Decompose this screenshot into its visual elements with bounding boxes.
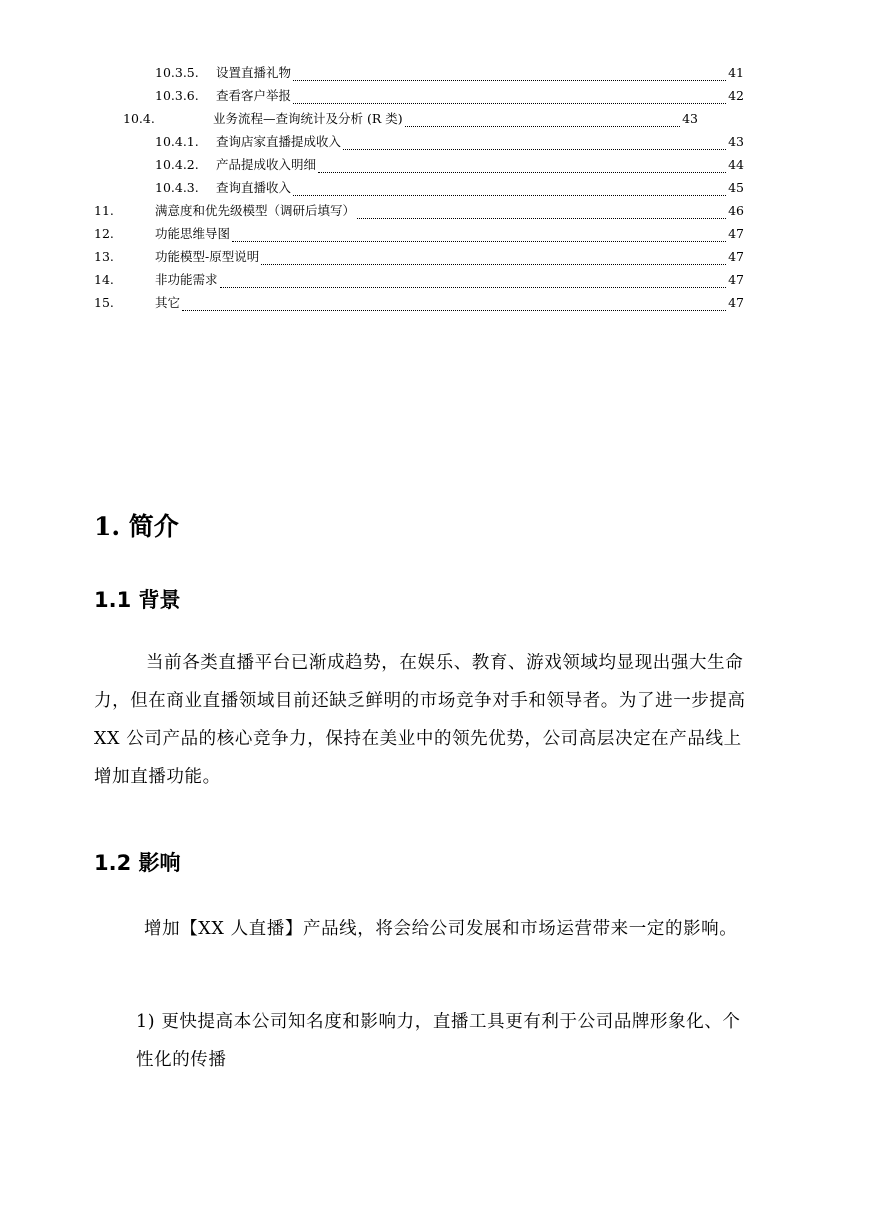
toc-leader-dots [405, 114, 680, 127]
toc-entry[interactable] [155, 177, 744, 199]
toc-entry[interactable] [94, 223, 744, 245]
toc-entry-number: 15. [94, 295, 114, 310]
toc-entry[interactable] [94, 292, 744, 314]
toc-entry-title: 非功能需求 [155, 272, 218, 287]
impact-heading: 1.2 影响 [94, 851, 181, 875]
toc-entry-number: 10.3.5. [155, 65, 199, 80]
toc-entry-page: 42 [728, 88, 744, 103]
toc-entry-title: 查看客户举报 [216, 88, 292, 103]
toc-entry-title: 产品提成收入明细 [216, 157, 317, 172]
toc-entry[interactable] [94, 246, 744, 268]
toc-leader-dots [293, 68, 726, 81]
toc-entry-number: 10.4.1. [155, 134, 199, 149]
toc-leader-dots [293, 91, 726, 104]
section-heading: 1. 简介 [94, 512, 179, 541]
toc-entry-title: 功能思维导图 [155, 226, 231, 241]
toc-entry-title: 满意度和优先级模型（调研后填写） [155, 203, 356, 218]
toc-entry[interactable] [155, 131, 744, 153]
toc-leader-dots [232, 229, 726, 242]
toc-entry-page: 47 [728, 272, 744, 287]
toc-entry-page: 43 [728, 134, 744, 149]
toc-entry-number: 10.4.3. [155, 180, 199, 195]
toc-entry-page: 43 [682, 111, 698, 126]
toc-entry-number: 13. [94, 249, 114, 264]
toc-entry-title: 查询店家直播提成收入 [216, 134, 342, 149]
toc-entry-title: 查询直播收入 [216, 180, 292, 195]
toc-entry-number: 12. [94, 226, 114, 241]
toc-entry-number: 10.3.6. [155, 88, 199, 103]
toc-entry[interactable] [123, 108, 698, 130]
toc-entry-page: 46 [728, 203, 744, 218]
toc-entry-number: 10.4.2. [155, 157, 199, 172]
toc-entry-page: 41 [728, 65, 744, 80]
toc-entry-page: 44 [728, 157, 744, 172]
impact-intro-paragraph: 增加【XX 人直播】产品线，将会给公司发展和市场运营带来一定的影响。 [144, 919, 738, 939]
toc-entry[interactable] [155, 62, 744, 84]
toc-entry-page: 47 [728, 226, 744, 241]
toc-leader-dots [343, 137, 726, 150]
toc-leader-dots [261, 252, 726, 265]
toc-entry-page: 47 [728, 295, 744, 310]
toc-entry[interactable] [94, 200, 744, 222]
background-paragraph: 当前各类直播平台已渐成趋势，在娱乐、教育、游戏领域均显现出强大生命力，但在商业直播领域目前还缺乏鲜明的市场竞争对手和领导者。为了进一步提高 XX 公司产品的核心竞争力，保持在美业中的领先优势，公司高层决定在产品线上增加直播功能。 [94, 653, 746, 787]
toc-entry[interactable] [155, 85, 744, 107]
toc-entry-title: 业务流程—查询统计及分析 (R 类) [213, 111, 403, 126]
toc-entry[interactable] [155, 154, 744, 176]
toc-entry-number: 11. [94, 203, 114, 218]
toc-leader-dots [293, 183, 726, 196]
toc-leader-dots [220, 275, 727, 288]
toc-entry-title: 其它 [155, 295, 181, 310]
toc-entry-number: 10.4. [123, 111, 155, 126]
impact-list-item: 1) 更快提高本公司知名度和影响力，直播工具更有利于公司品牌形象化、个性化的传播 [136, 1012, 741, 1070]
toc-entry-page: 47 [728, 249, 744, 264]
toc-entry-number: 14. [94, 272, 114, 287]
toc-leader-dots [357, 206, 726, 219]
toc-entry-title: 设置直播礼物 [216, 65, 292, 80]
toc-leader-dots [182, 298, 726, 311]
toc-entry[interactable] [94, 269, 744, 291]
toc-entry-title: 功能模型-原型说明 [155, 249, 260, 264]
toc-entry-page: 45 [728, 180, 744, 195]
toc-leader-dots [318, 160, 726, 173]
background-heading: 1.1 背景 [94, 588, 181, 612]
